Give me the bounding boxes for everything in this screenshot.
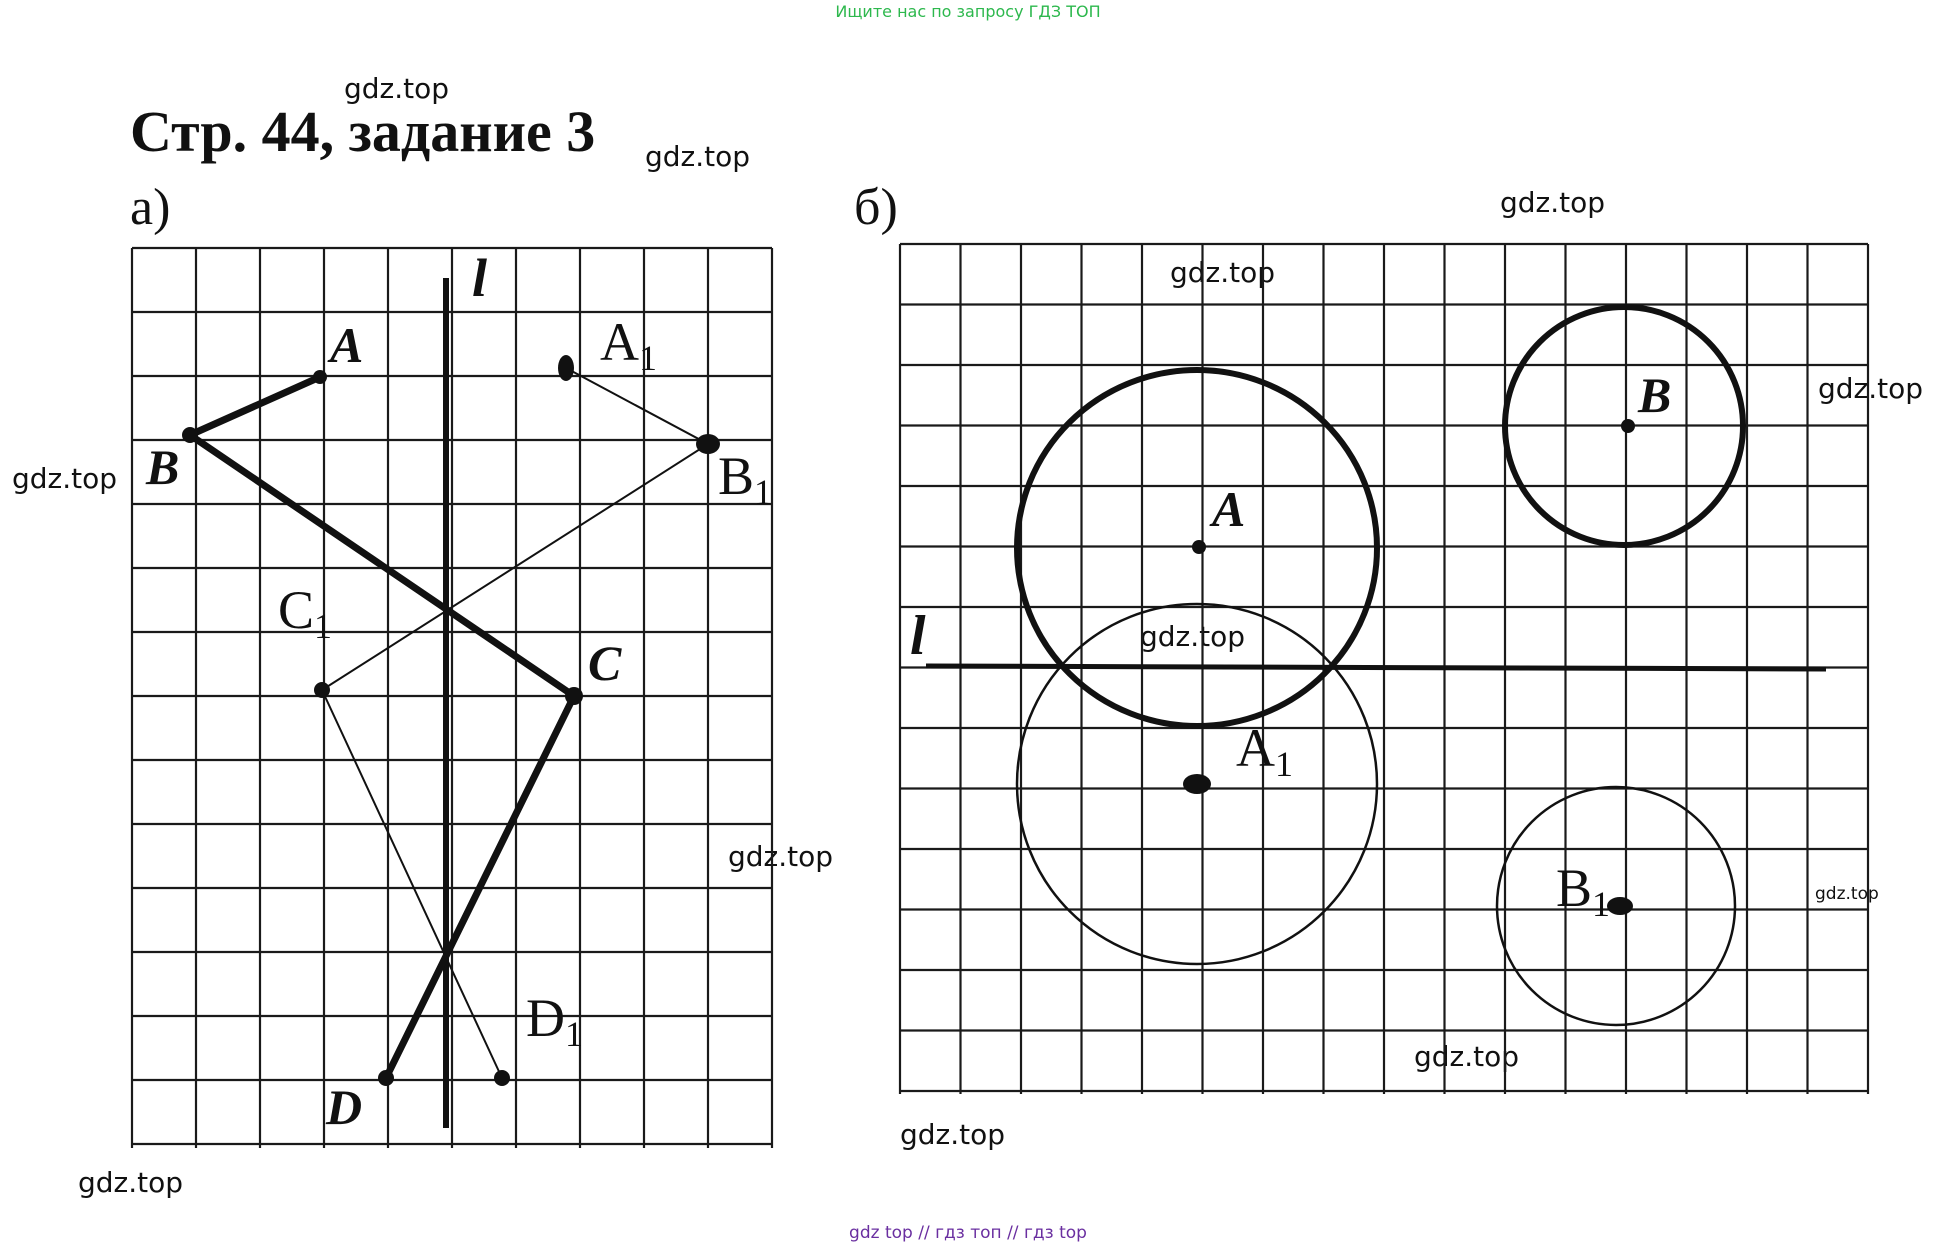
axis-l-b-label: l bbox=[910, 605, 926, 667]
label-c1: C1 bbox=[278, 580, 333, 646]
label-a-b: A bbox=[1212, 481, 1246, 537]
point-a bbox=[313, 370, 327, 384]
point-c1 bbox=[314, 682, 330, 698]
watermark: gdz.top bbox=[344, 72, 450, 105]
watermark: gdz.top bbox=[1815, 884, 1879, 904]
footer-separator: // bbox=[1007, 1223, 1019, 1243]
watermark: gdz.top bbox=[78, 1166, 184, 1199]
label-c: C bbox=[588, 635, 622, 691]
label-b1-b: B1 bbox=[1556, 858, 1611, 924]
point-a1 bbox=[558, 355, 574, 381]
footer-link-3[interactable]: гдз top bbox=[1023, 1223, 1087, 1243]
footer-separator: // bbox=[918, 1223, 930, 1243]
label-b-b: B bbox=[1638, 367, 1672, 423]
point-c bbox=[565, 687, 583, 705]
point-d bbox=[378, 1070, 394, 1086]
point-b1-center bbox=[1607, 897, 1633, 915]
footer-link-1[interactable]: gdz top bbox=[849, 1223, 913, 1243]
point-b1 bbox=[696, 434, 720, 454]
watermark: gdz.top bbox=[1140, 620, 1246, 653]
point-b-center bbox=[1621, 419, 1635, 433]
label-a1: A1 bbox=[600, 312, 657, 378]
point-d1 bbox=[494, 1070, 510, 1086]
label-a: A bbox=[330, 317, 364, 373]
watermark: gdz.top bbox=[1818, 372, 1924, 405]
watermark: gdz.top bbox=[645, 140, 751, 173]
grid-a bbox=[132, 248, 772, 1148]
top-banner[interactable]: Ищите нас по запросу ГДЗ ТОП bbox=[835, 2, 1101, 21]
watermark: gdz.top bbox=[728, 840, 834, 873]
watermark: gdz.top bbox=[12, 462, 118, 495]
point-a-center bbox=[1192, 540, 1206, 554]
label-d: D bbox=[326, 1079, 363, 1135]
label-b: B bbox=[146, 439, 180, 495]
footer-link-2[interactable]: гдз топ bbox=[935, 1223, 1002, 1243]
watermark: gdz.top bbox=[900, 1118, 1006, 1151]
part-b-label: б) bbox=[854, 179, 898, 236]
watermark: gdz.top bbox=[1414, 1040, 1520, 1073]
label-d1: D1 bbox=[526, 988, 583, 1054]
label-a1-b: A1 bbox=[1236, 718, 1293, 784]
point-a1-center bbox=[1183, 774, 1211, 794]
point-b bbox=[182, 427, 198, 443]
watermark: gdz.top bbox=[1170, 256, 1276, 289]
watermark: gdz.top bbox=[1500, 186, 1606, 219]
part-a-label: а) bbox=[130, 179, 171, 236]
footer-links bbox=[0, 1223, 1936, 1243]
page-title: Стр. 44, задание 3 bbox=[130, 99, 596, 164]
label-b1: B1 bbox=[718, 446, 773, 512]
axis-l-a-label: l bbox=[472, 248, 488, 308]
